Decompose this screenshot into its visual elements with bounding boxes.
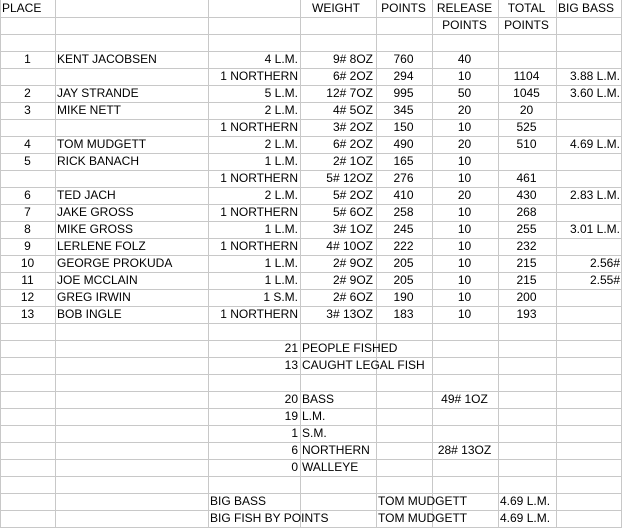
row-place [0, 170, 55, 187]
summary-people-fished-label: PEOPLE FISHED [302, 341, 398, 355]
row-total: 200 [516, 290, 537, 304]
row-total: 510 [516, 137, 537, 151]
row-place: 6 [24, 188, 31, 202]
row-name: TED JACH [57, 188, 116, 202]
species-label: L.M. [302, 409, 326, 423]
row-place: 7 [24, 205, 31, 219]
row-weight: 6# 2OZ [332, 69, 373, 83]
row-fish: 2 L.M. [264, 137, 298, 151]
row-place: 5 [24, 154, 31, 168]
header-points: POINTS [381, 1, 426, 15]
row-fish: 1 NORTHERN [220, 171, 298, 185]
species-count: 19 [284, 409, 298, 423]
row-place [0, 68, 55, 85]
row-release: 10 [457, 171, 472, 185]
row-points: 995 [393, 86, 414, 100]
row-big-bass [556, 204, 622, 221]
row-big-bass [556, 238, 622, 255]
row-fish: 5 L.M. [264, 86, 298, 100]
row-weight: 9# 8OZ [332, 52, 373, 66]
row-name: BOB INGLE [57, 307, 122, 321]
row-total: 255 [516, 222, 537, 236]
row-fish: 1 NORTHERN [220, 307, 298, 321]
row-points: 760 [393, 52, 414, 66]
row-place: 3 [24, 103, 31, 117]
header-big-bass: BIG BASS [558, 1, 615, 15]
row-fish: 1 S.M. [263, 290, 298, 304]
row-place: 11 [21, 273, 34, 287]
row-big-bass [556, 102, 622, 119]
row-fish: 1 NORTHERN [220, 239, 298, 253]
row-weight: 5# 2OZ [332, 188, 373, 202]
row-place: 13 [20, 307, 35, 321]
species-label: BASS [302, 392, 335, 406]
row-big-bass [556, 170, 622, 187]
row-big-bass [556, 153, 622, 170]
row-release: 10 [457, 120, 472, 134]
row-big-bass: 2.55# [589, 273, 620, 287]
header-weight: WEIGHT [312, 1, 360, 15]
row-fish: 1 L.M. [264, 273, 298, 287]
row-gridline [0, 323, 622, 324]
species-count: 20 [284, 392, 298, 406]
row-release: 10 [457, 69, 472, 83]
row-total [498, 51, 555, 68]
row-weight: 12# 7OZ [326, 86, 373, 100]
species-weight: 49# 1OZ [441, 392, 488, 406]
row-release: 40 [457, 52, 472, 66]
species-label: NORTHERN [302, 443, 370, 457]
row-name: GREG IRWIN [57, 290, 131, 304]
row-big-bass: 2.56# [589, 256, 620, 270]
row-big-bass: 4.69 L.M. [569, 137, 620, 151]
species-weight: 28# 13OZ [437, 443, 492, 457]
row-weight: 3# 2OZ [332, 120, 373, 134]
row-big-bass: 3.60 L.M. [569, 86, 620, 100]
row-place: 8 [24, 222, 31, 236]
row-place: 1 [24, 52, 31, 66]
row-release: 10 [457, 290, 472, 304]
row-fish: 1 L.M. [264, 222, 298, 236]
row-points: 345 [393, 103, 414, 117]
award-winner: TOM MUDGETT [378, 511, 468, 525]
award-value: 4.69 L.M. [500, 494, 551, 508]
row-points: 190 [393, 290, 414, 304]
row-gridline [0, 34, 622, 35]
row-gridline [0, 374, 622, 375]
row-release: 10 [457, 239, 472, 253]
row-name: MIKE GROSS [57, 222, 134, 236]
row-weight: 4# 5OZ [332, 103, 373, 117]
row-name [55, 68, 208, 85]
row-total: 268 [516, 205, 537, 219]
row-points: 222 [393, 239, 414, 253]
row-total: 215 [516, 273, 537, 287]
species-count: 6 [291, 443, 298, 457]
row-big-bass [556, 51, 622, 68]
header-place: PLACE [2, 1, 42, 15]
row-fish: 1 NORTHERN [220, 205, 298, 219]
row-gridline [0, 476, 622, 477]
row-name: TOM MUDGETT [57, 137, 147, 151]
row-place: 10 [20, 256, 35, 270]
row-fish: 2 L.M. [264, 103, 298, 117]
row-name: MIKE NETT [57, 103, 122, 117]
row-fish: 1 NORTHERN [220, 120, 298, 134]
row-total: 20 [519, 103, 534, 117]
summary-caught-legal-count: 13 [284, 358, 298, 372]
row-total: 193 [516, 307, 537, 321]
header-release: RELEASE [436, 1, 493, 15]
row-release: 10 [457, 273, 472, 287]
row-place: 2 [24, 86, 31, 100]
row-points: 150 [393, 120, 414, 134]
row-place: 4 [24, 137, 31, 151]
summary-caught-legal-label: CAUGHT LEGAL FISH [302, 358, 425, 372]
row-big-bass: 2.83 L.M. [569, 188, 620, 202]
row-name: KENT JACOBSEN [57, 52, 157, 66]
row-release: 10 [457, 307, 472, 321]
row-weight: 3# 13OZ [326, 307, 373, 321]
row-name: LERLENE FOLZ [57, 239, 146, 253]
row-name [55, 119, 208, 136]
species-label: WALLEYE [302, 460, 359, 474]
row-total: 461 [516, 171, 537, 185]
row-name: JAY STRANDE [57, 86, 139, 100]
row-weight: 3# 1OZ [332, 222, 373, 236]
row-place: 9 [24, 239, 31, 253]
row-weight: 2# 9OZ [332, 273, 373, 287]
row-points: 205 [393, 273, 414, 287]
row-fish: 1 L.M. [264, 256, 298, 270]
row-place [0, 119, 55, 136]
row-weight: 2# 1OZ [332, 154, 373, 168]
row-weight: 4# 10OZ [326, 239, 373, 253]
header-total-points: POINTS [504, 18, 549, 32]
species-count: 0 [291, 460, 298, 474]
row-weight: 5# 12OZ [326, 171, 373, 185]
row-big-bass [556, 289, 622, 306]
row-fish: 1 L.M. [264, 154, 298, 168]
summary-people-fished-count: 21 [284, 341, 298, 355]
row-total: 525 [516, 120, 537, 134]
row-release: 20 [457, 103, 472, 117]
award-label: BIG BASS [210, 494, 267, 508]
row-total: 232 [516, 239, 537, 253]
row-release: 10 [457, 256, 472, 270]
row-weight: 2# 6OZ [332, 290, 373, 304]
row-points: 258 [393, 205, 414, 219]
row-release: 20 [457, 188, 472, 202]
row-name: GEORGE PROKUDA [57, 256, 173, 270]
award-label: BIG FISH BY POINTS [210, 511, 329, 525]
row-release: 10 [457, 222, 472, 236]
row-release: 10 [457, 205, 472, 219]
row-release: 10 [457, 154, 472, 168]
row-total: 430 [516, 188, 537, 202]
row-fish: 1 NORTHERN [220, 69, 298, 83]
award-winner: TOM MUDGETT [378, 494, 468, 508]
row-points: 205 [393, 256, 414, 270]
row-total: 1045 [513, 86, 540, 100]
row-total: 1104 [513, 69, 540, 83]
row-weight: 6# 2OZ [332, 137, 373, 151]
row-fish: 2 L.M. [264, 188, 298, 202]
header-release-points: POINTS [442, 18, 487, 32]
header-total: TOTAL [507, 1, 546, 15]
row-points: 410 [393, 188, 414, 202]
row-fish: 4 L.M. [264, 52, 298, 66]
species-label: S.M. [302, 426, 327, 440]
row-name [55, 170, 208, 187]
row-big-bass: 3.01 L.M. [569, 222, 620, 236]
row-name: RICK BANACH [57, 154, 140, 168]
species-count: 1 [291, 426, 298, 440]
row-big-bass [556, 306, 622, 323]
row-place: 12 [20, 290, 35, 304]
row-total [498, 153, 555, 170]
row-name: JAKE GROSS [57, 205, 134, 219]
row-name: JOE MCCLAIN [57, 273, 138, 287]
row-big-bass: 3.88 L.M. [569, 69, 620, 83]
row-total: 215 [516, 256, 537, 270]
row-points: 245 [393, 222, 414, 236]
row-weight: 5# 6OZ [332, 205, 373, 219]
row-points: 294 [393, 69, 414, 83]
row-points: 183 [393, 307, 414, 321]
row-release: 20 [457, 137, 472, 151]
award-value: 4.69 L.M. [500, 511, 551, 525]
row-points: 276 [393, 171, 414, 185]
row-weight: 2# 9OZ [332, 256, 373, 270]
row-release: 50 [457, 86, 472, 100]
row-big-bass [556, 119, 622, 136]
row-points: 165 [393, 154, 414, 168]
row-points: 490 [393, 137, 414, 151]
